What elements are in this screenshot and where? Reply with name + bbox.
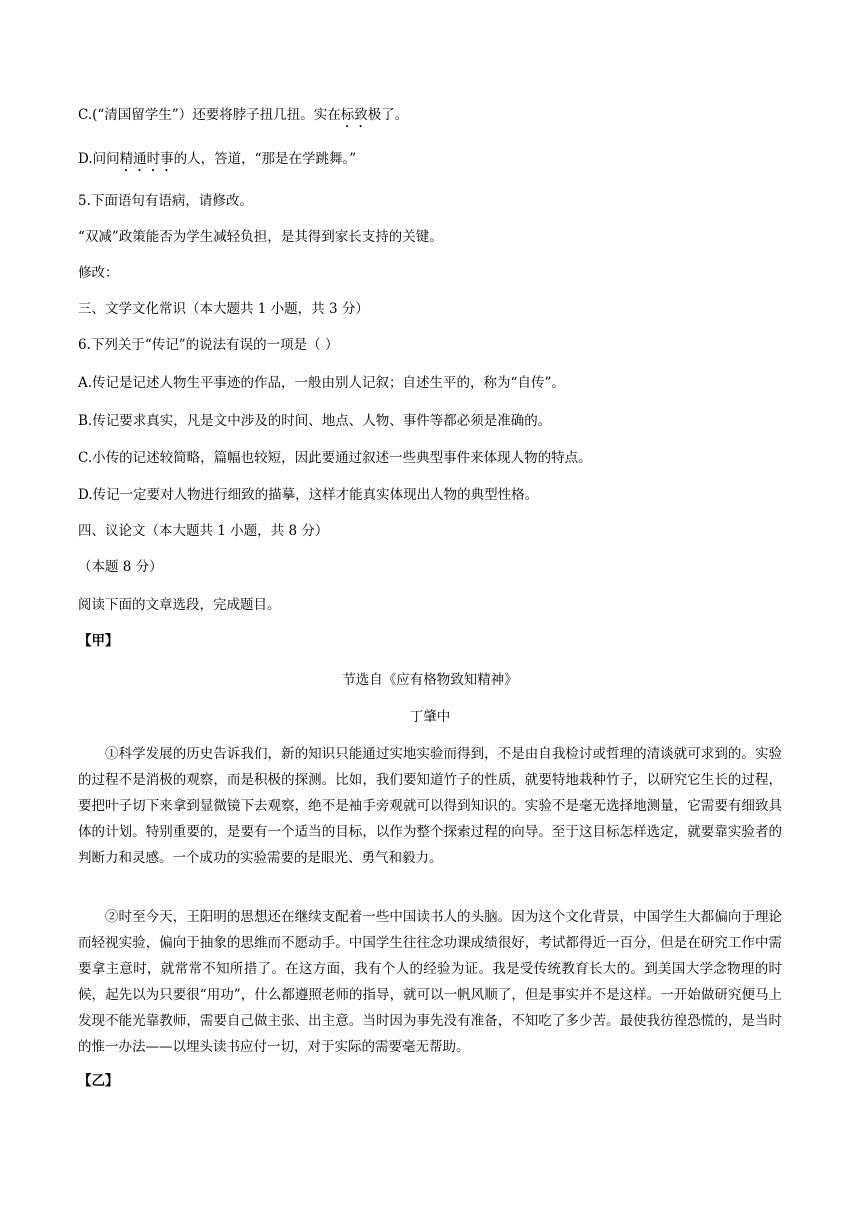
- article-paragraph-2: ②时至今天，王阳明的思想还在继续支配着一些中国读书人的头脑。因为这个文化背景，中国学生大都偏向于理论而轻视实验，偏向于抽象的思维而不愿动手。中国学生往往念功课成绩很好，考试都得近一百分，但是在研究工作中需要拿主意时，就常常不知所措了。在这方面，我有个人的经验为证。我是受传统教育长大的。到美国大学念物理的时候，起先以为只要很“用功”，什么都遵照老师的指导，就可以一帆风顺了，但是事实并不是这样。一开始做研究便马上发现不能光靠教师，需要自己做主张、出主意。当时因为事先没有准备，不知吃了多少苦。最使我彷徨恐慌的，是当时的惟一办法——以埋头读书应付一切，对于实际的需要毫无帮助。: [78, 909, 782, 1055]
- section4-instruction: 阅读下面的文章选段，完成题目。: [78, 597, 281, 613]
- q6-option-d: D.传记一定要对人物进行细致的描摹，这样才能真实体现出人物的典型性格。: [78, 487, 539, 503]
- q4-option-c: C.(“清国留学生”）还要将脖子扭几扭。实在标致极了。: [78, 107, 409, 123]
- dotted-word: 标致: [340, 107, 368, 123]
- q4-option-d: D.问问精通时事的人，答道，“那是在学跳舞。”: [78, 151, 357, 167]
- q6-option-c: C.小传的记述较简略，篇幅也较短，因此要通过叙述一些典型事件来体现人物的特点。: [78, 450, 592, 466]
- q5-sentence: “双减”政策能否为学生减轻负担，是其得到家长支持的关键。: [78, 229, 443, 245]
- article-paragraph-1: ①科学发展的历史告诉我们，新的知识只能通过实地实验而得到，不是由自我检讨或哲理的清谈就可求到的。实验的过程不是消极的观察，而是积极的探测。比如，我们要知道竹子的性质，就要特地栽种竹子，以研究它生长的过程，要把叶子切下来拿到显微镜下去观察，绝不是袖手旁观就可以得到知识的。实验不是毫无选择地测量，它需要有细致具体的计划。特别重要的，是要有一个适当的目标，以作为整个探索过程的向导。至于这目标怎样选定，就要靠实验者的判断力和灵感。一个成功的实验需要的是眼光、勇气和毅力。: [78, 746, 782, 866]
- article-author: 丁肇中: [409, 709, 451, 725]
- section4-points: （本题 8 分）: [78, 559, 163, 575]
- q5-fix-label: 修改：: [78, 265, 119, 281]
- dotted-word: 精通时事: [119, 151, 174, 167]
- q6-option-b: B.传记要求真实，凡是文中涉及的时间、地点、人物、事件等都必须是准确的。: [78, 413, 552, 429]
- article-title: 节选自《应有格物致知精神》: [342, 672, 518, 688]
- q5-question: 5.下面语句有语病，请修改。: [78, 193, 253, 209]
- section4-heading: 四、议论文（本大题共 1 小题，共 8 分）: [78, 523, 329, 539]
- part-b-label: 【乙】: [78, 1073, 119, 1089]
- q6-question: 6.下列关于“传记”的说法有误的一项是（ ）: [78, 337, 339, 353]
- q6-option-a: A.传记是记述人物生平事迹的作品，一般由别人记叙；自述生平的，称为“自传”。: [78, 375, 565, 391]
- part-a-label: 【甲】: [78, 633, 119, 649]
- section3-heading: 三、文学文化常识（本大题共 1 小题，共 3 分）: [78, 301, 369, 317]
